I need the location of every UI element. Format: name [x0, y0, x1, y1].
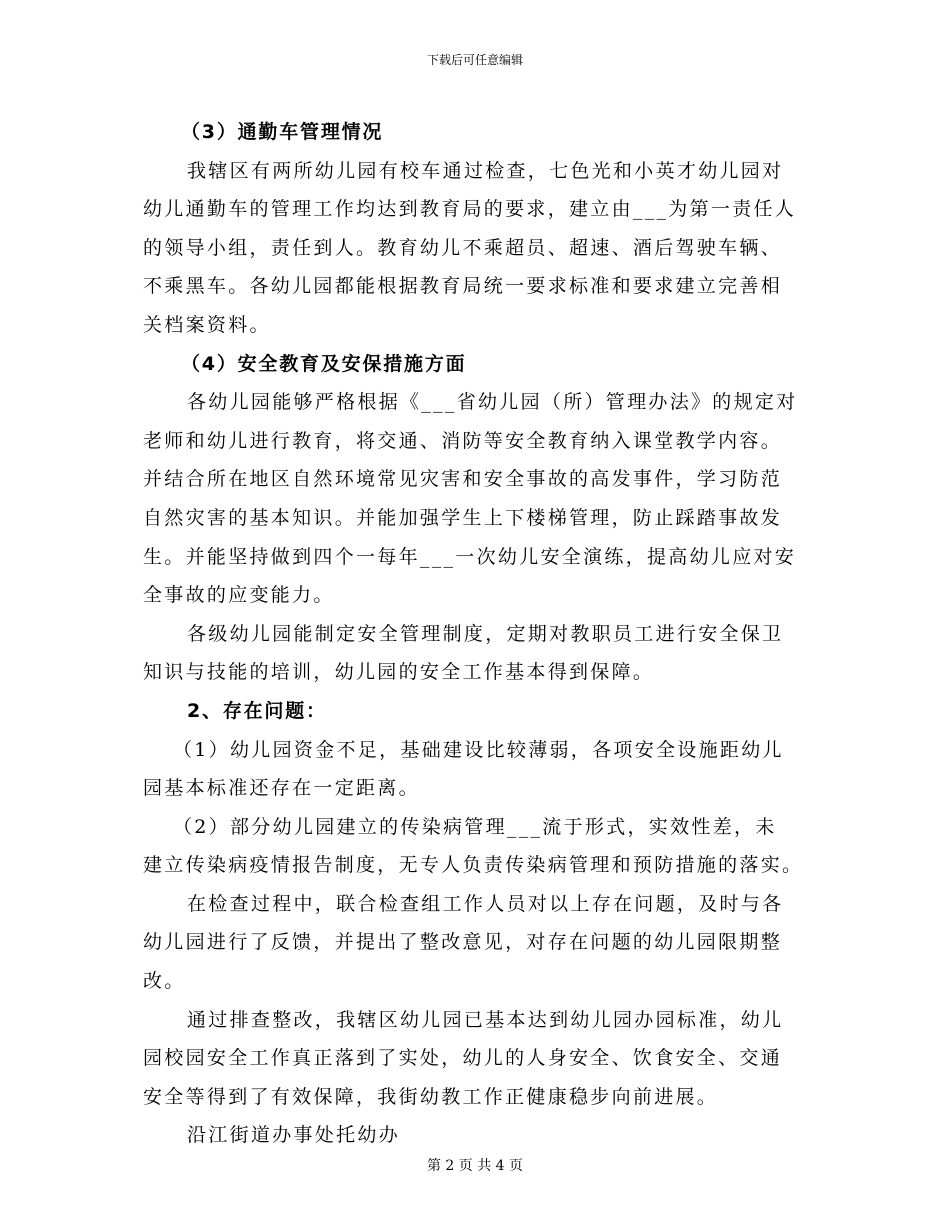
paragraph-line: 园基本标准还存在一定距离。 [143, 777, 420, 800]
paragraph-line: 园校园安全工作真正落到了实处，幼儿的人身安全、饮食安全、交通 [143, 1047, 783, 1070]
paragraph-line: （2）部分幼儿园建立的传染病管理___流于形式，实效性差，未 [173, 815, 777, 838]
paragraph-line: 不乘黑车。各幼儿园都能根据教育局统一要求标准和要求建立完善相 [143, 275, 783, 298]
paragraph-line: 改。 [143, 970, 186, 993]
paragraph-line: 建立传染病疫情报告制度，无专人负责传染病管理和预防措施的落实。 [143, 854, 804, 877]
section-heading-commute-bus: （3）通勤车管理情况 [181, 121, 384, 143]
paragraph-line: 幼儿通勤车的管理工作均达到教育局的要求，建立由___为第一责任人 [143, 198, 797, 221]
paragraph-line: 幼儿园进行了反馈，并提出了整改意见，对存在问题的幼儿园限期整 [143, 931, 783, 954]
paragraph-line: 全事故的应变能力。 [143, 584, 335, 607]
paragraph-line: 我辖区有两所幼儿园有校车通过检查，七色光和小英才幼儿园对 [187, 159, 784, 182]
paragraph-line: 的领导小组，责任到人。教育幼儿不乘超员、超速、酒后驾驶车辆、 [143, 236, 783, 259]
paragraph-line: 生。并能坚持做到四个一每年___一次幼儿安全演练，提高幼儿应对安 [143, 545, 797, 568]
paragraph-line: 各幼儿园能够严格根据《___省幼儿园（所）管理办法》的规定对 [187, 391, 798, 414]
paragraph-line: 各级幼儿园能制定安全管理制度，定期对教职员工进行安全保卫 [187, 622, 784, 645]
paragraph-line: 并结合所在地区自然环境常见灾害和安全事故的高发事件，学习防范 [143, 468, 783, 491]
paragraph-line: 安全等得到了有效保障，我街幼教工作正健康稳步向前进展。 [143, 1085, 719, 1108]
paragraph-line: 通过排查整改，我辖区幼儿园已基本达到幼儿园办园标准，幼儿 [187, 1008, 784, 1031]
paragraph-line: （1）幼儿园资金不足，基础建设比较薄弱，各项安全设施距幼儿 [173, 738, 784, 761]
signature-line: 沿江街道办事处托幼办 [187, 1124, 401, 1147]
document-body [143, 113, 809, 1155]
paragraph-line: 老师和幼儿进行教育，将交通、消防等安全教育纳入课堂教学内容。 [143, 429, 783, 452]
page-number: 第 2 页 共 4 页 [426, 1158, 524, 1174]
paragraph-line: 知识与技能的培训，幼儿园的安全工作基本得到保障。 [143, 661, 655, 684]
section-heading-existing-problems: 2、存在问题： [187, 699, 327, 722]
page-header-note: 下载后可任意编辑 [426, 53, 523, 67]
paragraph-line: 在检查过程中，联合检查组工作人员对以上存在问题，及时与各 [187, 892, 784, 915]
paragraph-line: 自然灾害的基本知识。并能加强学生上下楼梯管理，防止踩踏事故发 [143, 506, 783, 529]
section-heading-safety-education: （4）安全教育及安保措施方面 [181, 352, 467, 375]
paragraph-line: 关档案资料。 [143, 313, 271, 336]
